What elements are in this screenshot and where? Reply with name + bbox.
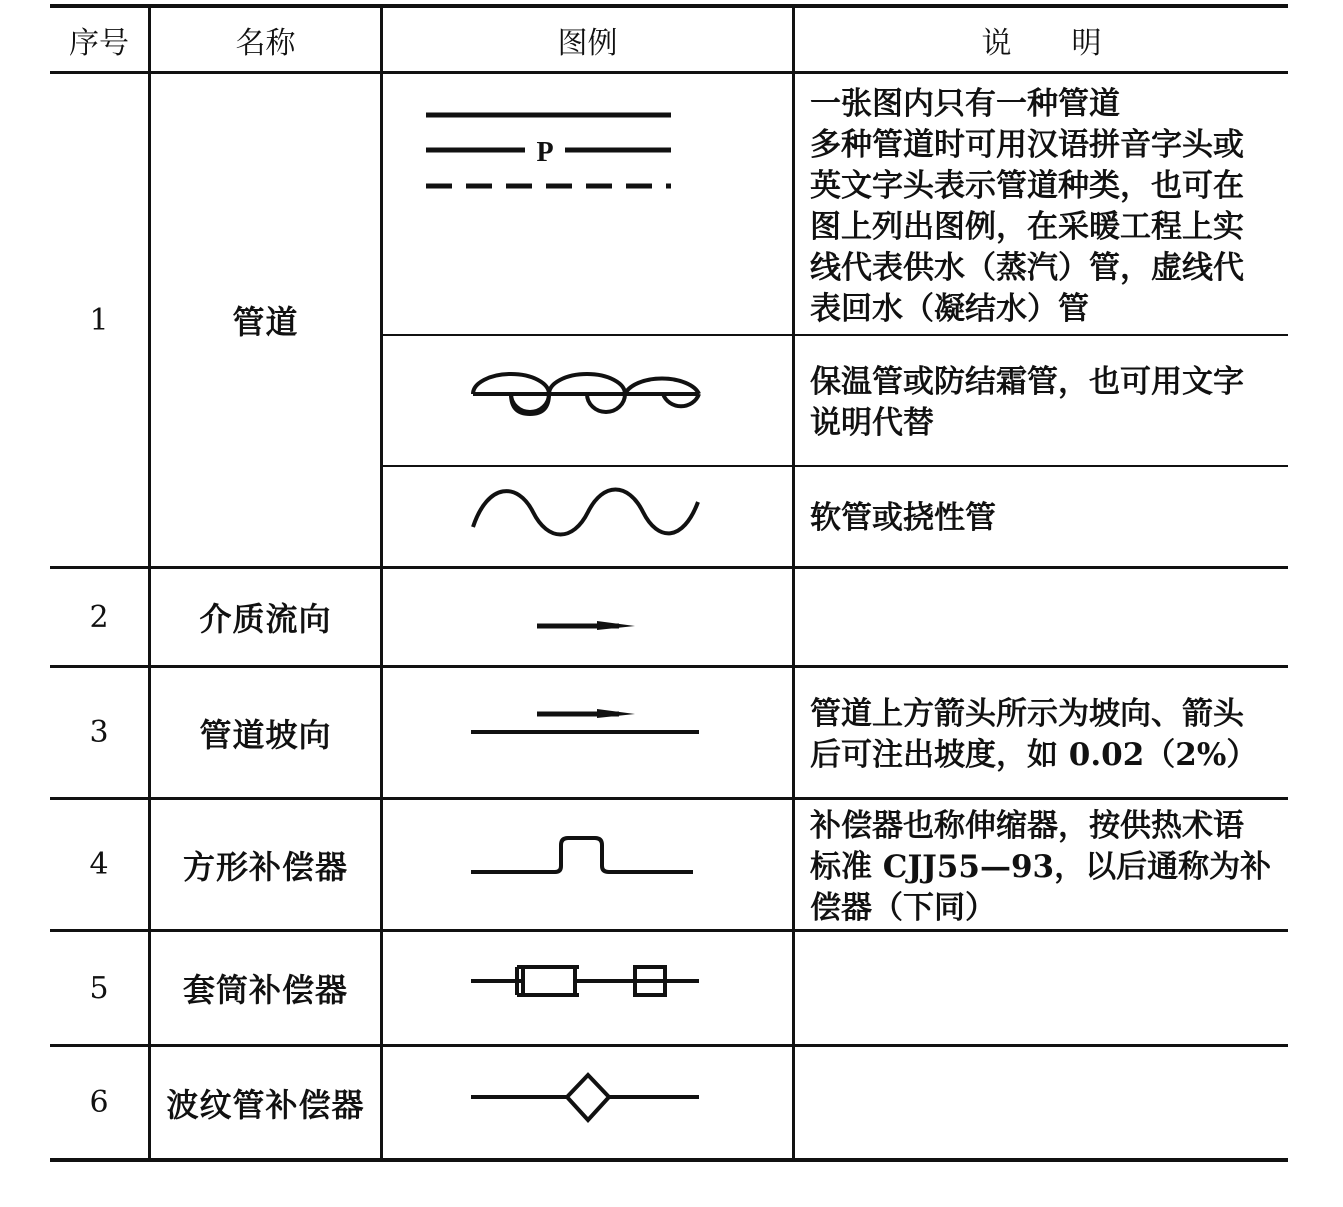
column-divider	[792, 4, 795, 1162]
description-line: 说明代替	[810, 405, 934, 441]
description-line: 一张图内只有一种管道	[810, 86, 1120, 122]
square-compensator-symbol	[383, 800, 792, 929]
pipe-lines-symbol	[383, 74, 792, 334]
row-name: 方形补偿器	[182, 847, 348, 886]
row-name: 套筒补偿器	[182, 971, 348, 1009]
description-line: 后可注出坡度，如 0.02（2%）	[810, 737, 1258, 773]
header-description: 说 明	[981, 25, 1102, 61]
row-index: 3	[89, 715, 109, 750]
description-line: 图上列出图例，在采暖工程上实	[810, 209, 1244, 245]
description-line: 管道上方箭头所示为坡向、箭头	[810, 696, 1244, 732]
description-line: 英文字头表示管道种类，也可在	[810, 168, 1244, 204]
sleeve-compensator-symbol	[383, 932, 792, 1044]
row-index: 5	[89, 970, 109, 1006]
row-name: 介质流向	[199, 600, 332, 638]
flow-arrow-symbol	[383, 569, 792, 665]
description-line: 表回水（凝结水）管	[810, 291, 1089, 327]
flexible-pipe-symbol	[383, 467, 792, 566]
row-description	[810, 694, 1280, 776]
header-index: 序号	[69, 25, 129, 61]
header-name: 名称	[235, 25, 296, 61]
description-line: 线代表供水（蒸汽）管，虚线代	[810, 250, 1244, 286]
description-line: 保温管或防结霜管，也可用文字	[810, 364, 1244, 400]
row-name: 管道	[232, 303, 299, 341]
row-index: 6	[89, 1085, 109, 1120]
row-description	[810, 362, 1280, 444]
row-description	[810, 498, 1280, 539]
row-index: 4	[89, 847, 109, 882]
pipe-type-letter: P	[536, 137, 554, 168]
row-description	[810, 806, 1280, 929]
header-legend: 图例	[557, 25, 618, 61]
description-line: 偿器（下同）	[810, 890, 996, 926]
insulated-pipe-symbol	[383, 336, 792, 465]
legend-table	[50, 0, 1288, 1163]
bellows-compensator-symbol	[383, 1047, 792, 1158]
description-line: 多种管道时可用汉语拼音字头或	[810, 127, 1244, 163]
row-index: 1	[89, 302, 109, 338]
table-bottom-border	[50, 1158, 1288, 1162]
description-line: 标准 CJJ55—93，以后通称为补	[810, 849, 1272, 885]
row-description	[810, 84, 1280, 330]
description-line: 补偿器也称伸缩器，按供热术语	[810, 808, 1244, 844]
description-line: 软管或挠性管	[810, 500, 996, 536]
row-name: 管道坡向	[199, 715, 332, 754]
row-name: 波纹管补偿器	[166, 1085, 365, 1124]
row-index: 2	[89, 599, 109, 635]
slope-arrow-symbol	[383, 668, 792, 797]
